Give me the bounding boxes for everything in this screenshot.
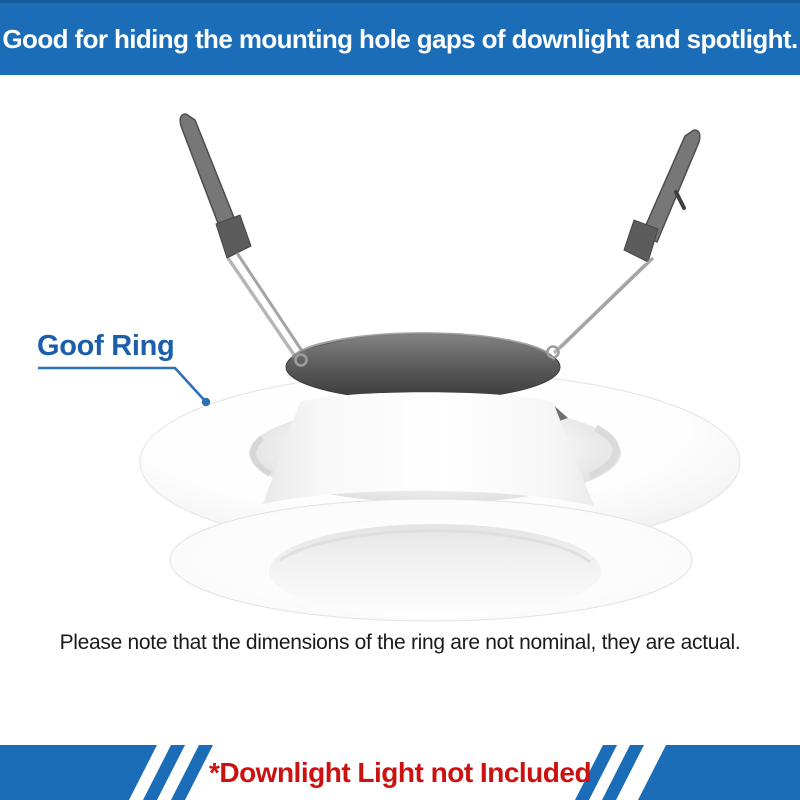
spring-clip-left (180, 114, 306, 362)
clip-wire-left-a (228, 258, 299, 362)
top-banner (0, 0, 800, 75)
note-text: Please note that the dimensions of the ring are not nominal, they are actual. (59, 631, 741, 654)
leader-line (38, 368, 206, 402)
clip-wire-left-b (237, 253, 306, 357)
spring-clip-right (554, 130, 700, 353)
top-banner-text: Good for hiding the mounting hole gaps of downlight and spotlight. (2, 23, 798, 54)
bottom-banner (0, 745, 800, 800)
disclaimer-text: *Downlight Light not Included (208, 756, 592, 788)
clip-wire-right-b (560, 258, 653, 348)
downlight-can (286, 334, 560, 400)
trim-cone (263, 392, 594, 506)
clip-blade-slot-right (676, 192, 684, 208)
product-figure (0, 90, 800, 660)
clip-blade-right-icon (642, 130, 700, 242)
goof-ring-label: Goof Ring (37, 330, 175, 362)
callout-dot (202, 398, 210, 406)
recessed-lens (269, 524, 601, 618)
